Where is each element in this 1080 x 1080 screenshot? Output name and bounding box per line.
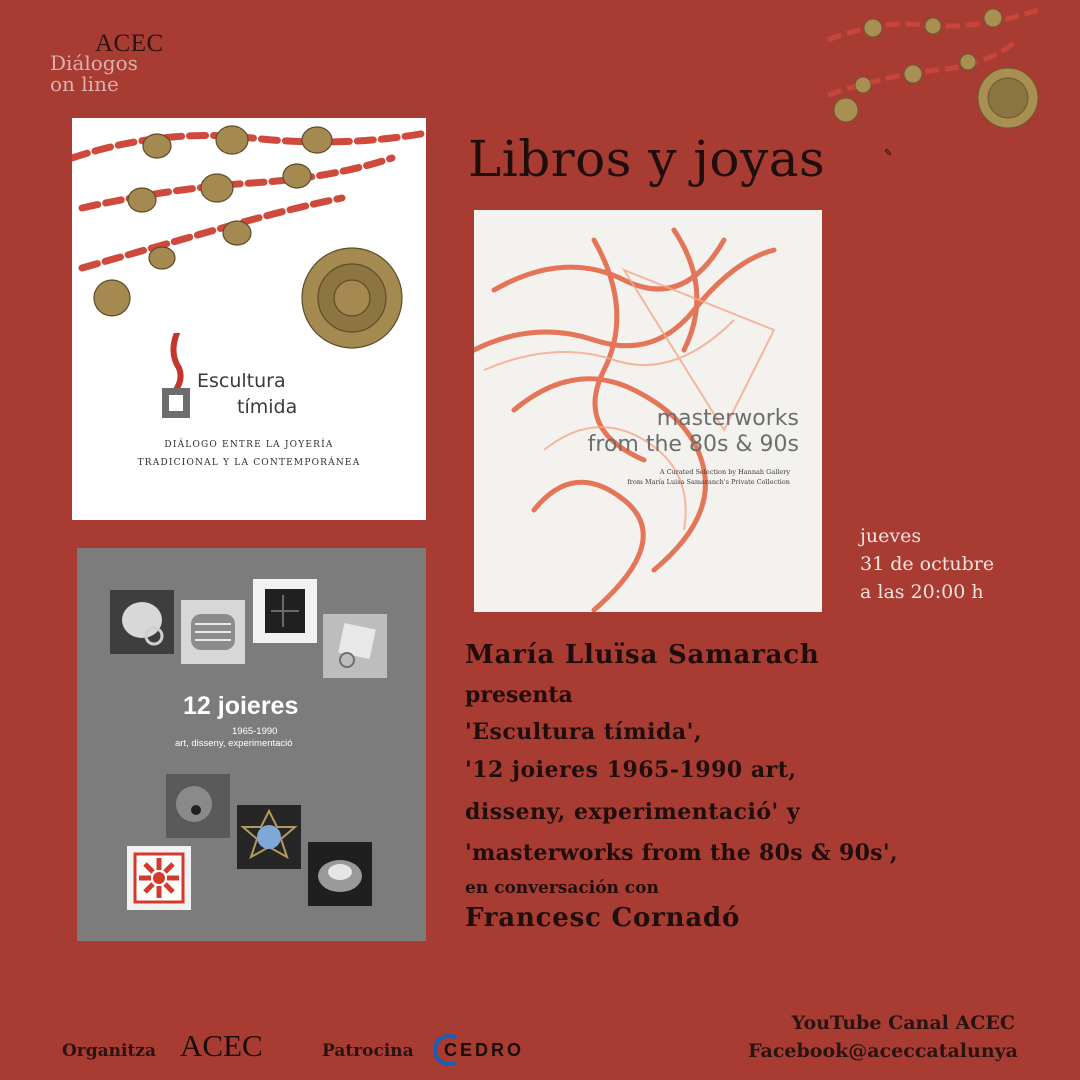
jewelry-thumbnail [253,579,317,643]
jewelry-thumbnail [110,590,174,654]
jewelry-thumbnail [127,846,191,910]
small-mark-icon: ✎ [884,148,893,159]
book3-subtitle-line2: art, disseny, experimentació [175,738,293,749]
youtube-channel-link[interactable]: YouTube Canal ACEC [791,1012,1015,1034]
book3-subtitle-line1: 1965-1990 [232,726,278,737]
acec-logo-text: ACEC [95,30,164,57]
online-logo-text: on line [50,72,119,96]
jewelry-necklace-image [72,118,426,358]
book-cover-masterworks [474,210,822,612]
event-day: 31 de octubre [860,553,995,575]
patrocina-cedro-logo: CEDRO [444,1040,525,1060]
jewelry-thumbnail [181,600,245,664]
book1-title-line2: tímida [237,396,298,418]
book2-subtitle-line2: from María Luisa Samaranch's Private Collection [627,478,790,486]
book1-title-line1: Escultura [197,370,286,392]
book1-subtitle-line2: TRADICIONAL Y LA CONTEMPORÁNEA [137,458,361,468]
jewelry-thumbnail [166,774,230,838]
jewelry-thumbnail [237,805,301,869]
book3-title: 12 joieres [183,692,299,720]
organiza-acec-logo: ACEC [180,1028,263,1063]
dialogos-logo-text: Diálogos [50,51,138,75]
books-line-1: 'Escultura tímida', [465,719,702,745]
book1-title [197,368,367,420]
books-line-2: '12 joieres 1965-1990 art, [465,757,797,783]
jewelry-thumbnail [308,842,372,906]
book-cover-escultura-timida [72,118,426,520]
event-weekday: jueves [860,525,922,547]
jewelry-thumbnail [323,614,387,678]
ring-sculpture-image [157,333,197,428]
book2-title [569,406,799,458]
presenta-text: presenta [465,682,573,708]
book1-subtitle-line1: DIÁLOGO ENTRE LA JOYERÍA [164,440,334,450]
moderator-name: Francesc Cornadó [465,903,741,933]
page-title: Libros y joyas [468,130,826,188]
presenter-name: María Lluïsa Samarach [465,640,820,670]
event-time: a las 20:00 h [860,581,984,603]
event-date [860,522,994,606]
patrocina-label: Patrocina [322,1041,414,1061]
book-cover-12-joieres [77,548,426,941]
facebook-link[interactable]: Facebook@aceccatalunya [748,1040,1018,1062]
organiza-label: Organitza [62,1041,157,1061]
book2-title-line2: from the 80s & 90s [587,432,799,457]
books-line-4: 'masterworks from the 80s & 90s', [465,840,898,866]
book2-subtitle-line1: A Curated Selection by Hannah Gallery [659,468,790,476]
books-line-3: disseny, experimentació' y [465,799,801,825]
conversation-text: en conversación con [465,878,659,898]
necklace-decoration-image [818,0,1058,160]
book2-title-line1: masterworks [656,406,799,431]
